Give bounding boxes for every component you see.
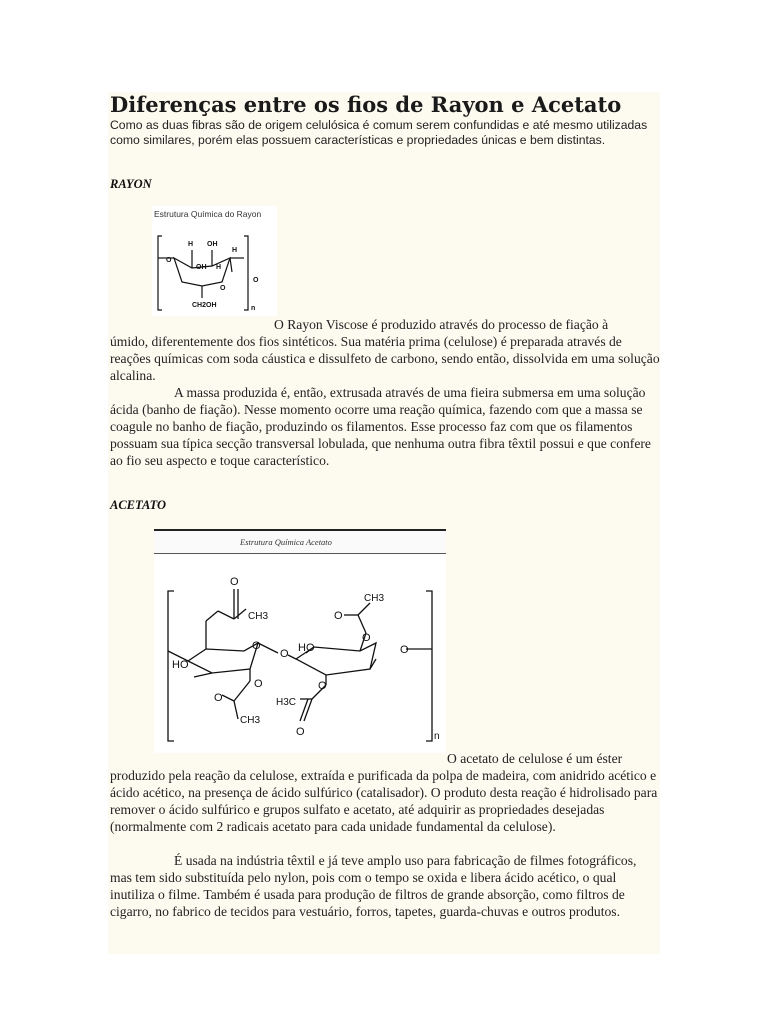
rayon-label-ch2oh: CH2OH [192,302,217,309]
rayon-paragraph-1 [110,317,660,385]
acetato-label-o-top-l: O [230,576,239,588]
acetato-label-o-bot-r2: O [296,726,305,738]
rayon-label-h2: H [216,264,222,271]
acetato-label-ch3-top-l: CH3 [248,611,269,622]
acetato-structure-figure [154,529,446,753]
rayon-paragraph-2: A massa produzida é, então, extrusada através de uma fieira submersa em uma solução ácida (banho de fiação). Nesse momento ocorre uma reação química, fazendo com que a massa se coagule no banho de fiação, produzindo os filamentos. Esse processo faz com que os filamentos possuam sua típica secção transversal lobulada, que nenhuma outra fibra têxtil possui e que confere ao fio seu aspecto e toque característico. [110,385,651,468]
rayon-heading: RAYON [110,177,152,191]
rayon-label-h3: H [232,247,238,254]
page-title: Diferenças entre os fios de Rayon e Acetato [110,92,622,117]
acetato-heading: ACETATO [110,498,167,512]
acetato-label-n: n [434,731,440,742]
acetato-label-ch3-bot-l: CH3 [240,715,261,726]
acetato-paragraph-2: É usada na indústria têxtil e já teve amplo uso para fabricação de filmes fotográficos, mas tem sido substituída pelo nylon, pois com o tempo se oxida e libera ácido acético, o qual inutiliza o filme. Também é usada para produção de filtros de grande absorção, como filtros de cigarro, no fabrico de tecidos para vestuário, forros, tapetes, guarda-chuvas e outros produtos. [110,853,637,919]
rayon-label-oh2: OH [196,264,207,271]
acetato-paragraph-1 [110,751,660,836]
rayon-paragraph-1-rest: úmido, diferentemente dos fios sintéticos. Sua matéria prima (celulose) é preparada através de reações químicas com soda cáustica e dissulfeto de carbono, sendo então, dissolvida em uma solução alcalina. [110,333,660,383]
rayon-structure-diagram [152,206,277,316]
rayon-label-oh1: OH [207,241,218,248]
acetato-label-o-bridge: O [280,648,289,660]
acetato-label-o-r2: O [362,632,371,644]
acetato-label-o-ring-top: O [252,640,261,652]
acetato-label-ho-mid: HO [298,642,315,654]
rayon-structure-figure [152,206,277,316]
rayon-label-o-right: O [253,277,259,284]
rayon-label-o2: O [220,285,226,292]
acetato-paragraph-1-rest: produzido pela reação da celulose, extraída e purificada da polpa de madeira, com anidrido acético e ácido acético, na presença de ácido sulfúrico (catalisador). O produto desta reação é hidrolisado para remover o ácido sulfúrico e grupos sulfato e acetato, até adquirir as propriedades desejadas (normalmente com 2 radicais acetato para cada unidade fundamental da celulose). [110,767,658,834]
rayon-figure-caption: Estrutura Química do Rayon [154,209,262,219]
acetato-label-o-left-ring: O [254,678,263,690]
intro-paragraph: Como as duas fibras são de origem celulósica é comum serem confundidas e até mesmo utilizadas como similares, porém elas possuem características e propriedades únicas e bem distintas. [110,118,648,147]
acetato-label-ch3-top-r: CH3 [364,593,385,604]
rayon-label-n: n [251,305,256,312]
acetato-label-ho-left: HO [172,659,189,671]
document-page [108,92,660,954]
acetato-label-o-bot-l: O [214,692,223,704]
acetato-label-o-bot-r: O [318,680,327,692]
acetato-paragraph-1-lead: O acetato de celulose é um éster [447,751,623,766]
rayon-label-o1: O [166,257,172,264]
acetato-figure-caption: Estrutura Química Acetato [240,537,332,547]
rayon-paragraph-1-lead: O Rayon Viscose é produzido através do processo de fiação à [274,317,609,332]
rayon-label-h1: H [188,241,194,248]
acetato-label-o-ring-r: O [400,644,409,656]
acetato-label-o-r1: O [334,610,343,622]
acetato-structure-diagram [154,529,446,753]
acetato-label-h3c: H3C [276,697,297,708]
